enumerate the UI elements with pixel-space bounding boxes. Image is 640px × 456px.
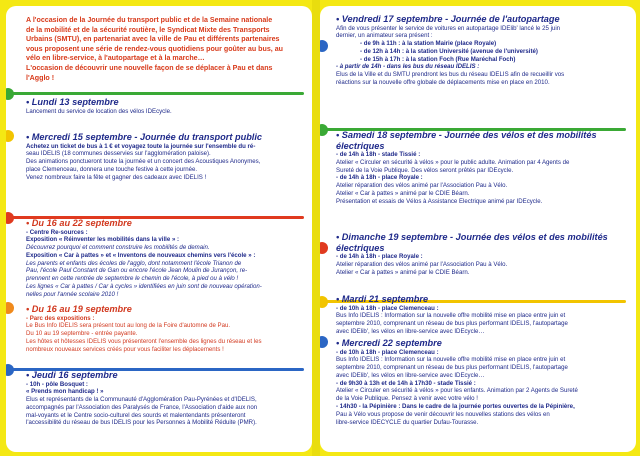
section-line: Elus et représentants de la Communauté d'Agglomération Pau-Pyrénées et d'IDELIS, [26, 396, 257, 404]
orange-dot-icon [6, 302, 14, 314]
section-line: « Prends mon handicap ! » [26, 388, 104, 396]
section-line: Découvrez pourquoi et comment construire les mobilités de demain. [26, 244, 210, 252]
section-line: place Clemenceau, donnera une touche festive à cette journée. [26, 165, 198, 173]
section-line: prennent en cette rentrée de septembre le chemin de l'école, à pied ou à vélo ! [26, 275, 239, 283]
section-title: • Du 16 au 22 septembre [26, 218, 132, 228]
left-panel [6, 6, 312, 452]
section-line: Exposition « Car à pattes » et « Inventons de nouveaux chemins vers l'école » : [26, 251, 256, 259]
section-jeudi-16 [26, 370, 308, 427]
section-line: - 14h30 - la Pépinière : Dans le cadre de la journée portes ouvertes de la Pépinière, [336, 403, 575, 411]
section-title: • Samedi 18 septembre - Journée des vélos et des mobilités électriques [336, 130, 597, 151]
section-line: - 10h - pôle Bosquet : [26, 380, 88, 388]
right-panel [320, 6, 636, 452]
section-line: Afin de vous présenter le service de voitures en autopartage IDElib' lancé le 25 juin [336, 24, 561, 32]
blue-dot-icon [320, 40, 328, 52]
section-line: nelles pour l'année scolaire 2010 ! [26, 290, 119, 298]
section-line: Sureté de la Voie Publique. Des vélos seront prêtés par IDEcycle. [336, 166, 514, 174]
section-line: - Parc des expositions : [26, 314, 95, 322]
section-line: Des animations ponctueront toute la journée et un concert des Acoustiques Anonymes, [26, 158, 261, 166]
section-line: Atelier réparation des vélos animé par l'Association Pau à Vélo. [336, 260, 508, 268]
section-line: Atelier « Circuler en sécurité à vélos » pour les enfants. Animation par 2 Agents de Sureté [336, 387, 578, 395]
section-title: • Lundi 13 septembre [26, 97, 119, 107]
section-line: - de 9h30 à 13h et de 14h à 17h30 - stade Tissié : [336, 379, 476, 387]
section-line: septembre 2010, comprenant un réseau de bus plus performant IDELIS, l'autopartage [336, 364, 568, 372]
section-line: - de 14h à 18h - stade Tissié : [336, 151, 421, 158]
section-line: - de 12h à 14h : à la station Université (avenue de l'université) [360, 47, 538, 55]
section-line: Achetez un ticket de bus à 1 € et voyagez toute la journée sur l'ensemble du ré- [26, 142, 256, 150]
section-line: accompagnés par l'Association des Paralysés de France, l'Association d'aide aux non [26, 403, 258, 411]
intro-line: L'occasion de découvrir une nouvelle façon de se déplacer à Pau et dans [26, 63, 273, 72]
section-line: - de 14h à 18h - place Royale : [336, 253, 423, 260]
section-title: • Vendredi 17 septembre - Journée de l'autopartage [336, 14, 560, 24]
section-line: libre-service IDECYCLE du quartier Dufau-Tourasse. [336, 418, 479, 426]
intro-line: l'Agglo ! [26, 73, 55, 82]
section-line: Elus de la Ville et du SMTU prendront les bus du réseau IDELIS afin de recueillir vos [336, 71, 565, 79]
section-vendredi-17 [336, 14, 632, 87]
section-line: dernier, un animateur sera présent : [336, 32, 433, 40]
center-fold [312, 0, 320, 456]
section-title: • Jeudi 16 septembre [26, 370, 118, 380]
section-line: de la Voie Publique. Pensez à venir avec votre vélo ! [336, 395, 478, 403]
section-line: - à partir de 14h - dans les bus du réseau IDELIS : [336, 63, 480, 71]
section-16-19 [26, 304, 308, 353]
section-line: Les hôtes et hôtesses IDELIS vous présenteront l'ensemble des lignes du réseau et les [26, 337, 262, 345]
intro-line: de la mobilité et de la sécurité routière, le Syndicat Mixte des Transports [26, 25, 270, 34]
section-mardi-21 [336, 294, 632, 336]
section-title: • Du 16 au 19 septembre [26, 304, 132, 314]
intro-line: vélo en libre-service, à l'autopartage et à la marche… [26, 54, 205, 63]
section-line: - de 15h à 17h : à la station Foch (Rue Maréchal Foch) [360, 55, 516, 63]
section-line: Bus Info IDELIS : Information sur la nouvelle offre mobilité mise en place entre juin et [336, 356, 566, 364]
section-line: seau IDELIS (18 communes desservies sur l'agglomération paloise). [26, 150, 211, 158]
section-line: Du 10 au 19 septembre - entrée payante. [26, 330, 138, 338]
section-title: • Mercredi 15 septembre - Journée du transport public [26, 132, 263, 142]
section-line: avec IDElib', les vélos en libre-service avec IDEcycle… [336, 327, 485, 335]
section-line: Le Bus Info IDELIS sera présent tout au long de la Foire d'automne de Pau. [26, 322, 231, 330]
section-mercredi-22 [336, 338, 632, 426]
section-line: nombreux nouveaux services créés pour vous faciliter les déplacements ! [26, 345, 224, 353]
intro-line: Urbains (SMTU), en partenariat avec la ville de Pau et différents partenaires [26, 35, 280, 44]
section-line: - de 9h à 11h : à la station Mairie (place Royale) [360, 40, 497, 48]
section-line: Les lignes « Car à pattes / Car à cycles » identifiées en juin sont de nouveau opération- [26, 283, 262, 291]
section-line: mal-voyants et le Centre socio-culturel des sourds et malentendants présenteront [26, 411, 246, 419]
section-line: Les parents et enfants des écoles de l'agglo, dont notamment l'école Trianon de [26, 259, 242, 267]
section-line: avec IDElib', les vélos en libre-service avec IDEcycle… [336, 371, 485, 379]
section-line: septembre 2010, comprenant un réseau de bus plus performant IDELIS, l'autopartage [336, 320, 568, 328]
section-line: - Centre Re-sources : [26, 228, 88, 236]
section-line: Bus Info IDELIS : Information sur la nouvelle offre mobilité mise en place entre juin et [336, 312, 566, 320]
yellow-dot-icon [6, 130, 14, 142]
blue-dot-icon [320, 336, 328, 348]
section-line: Lancement du service de location des vélos IDEcycle. [26, 107, 172, 115]
section-line: Atelier « Car à pattes » animé par le CDIE Béarn. [336, 189, 470, 197]
section-mercredi-15 [26, 132, 308, 181]
section-line: - de 10h à 18h - place Clemenceau : [336, 348, 439, 356]
section-title: • Mercredi 22 septembre [336, 338, 442, 348]
section-line: Atelier « Car à pattes » animé par le CDIE Béarn. [336, 268, 470, 276]
section-line: - de 10h à 18h - place Clemenceau : [336, 304, 439, 312]
section-16-22 [26, 218, 308, 299]
section-line: Atelier « Circuler en sécurité à vélos » pour le public adulte. Animation par 4 Agents de [336, 158, 570, 166]
section-line: réactions sur la nouvelle offre globale de déplacements mise en place en 2010. [336, 79, 550, 87]
section-line: - de 14h à 18h - place Royale : [336, 174, 423, 182]
section-title: • Dimanche 19 septembre - Journée des vélos et des mobilités électriques [336, 232, 608, 253]
red-dot-icon [320, 242, 328, 254]
section-lundi-13 [26, 97, 308, 115]
intro-text [26, 16, 310, 83]
section-line: Venez nombreux faire la fête et gagner des cadeaux avec IDELIS ! [26, 173, 207, 181]
section-line: l'accessibilité du réseau de bus IDELIS pour les Personnes à Mobilité Réduite (PMR). [26, 419, 257, 427]
green-bar [12, 92, 304, 95]
intro-line: vous proposent une série de rendez-vous quotidiens pour goûter au bus, au [26, 44, 283, 53]
section-line: Exposition « Réinventer les mobilités dans la ville » : [26, 236, 180, 244]
section-samedi-18 [336, 130, 632, 206]
section-line: Pau à Vélo vous propose de venir découvrir les nouvelles stations des vélos en [336, 410, 550, 418]
section-line: Présentation et essais de Vélos à Assistance Electrique animé par IDEcycle. [336, 197, 543, 205]
section-line: Pau, l'école Paul Constant de Gan ou encore l'école Jean Moulin de Jurançon, re- [26, 267, 248, 275]
section-dimanche-19 [336, 232, 632, 276]
section-title: • Mardi 21 septembre [336, 294, 429, 304]
intro-line: A l'occasion de la Journée du transport public et de la Semaine nationale [26, 16, 273, 24]
section-line: Atelier réparation des vélos animé par l'Association Pau à Vélo. [336, 182, 508, 190]
